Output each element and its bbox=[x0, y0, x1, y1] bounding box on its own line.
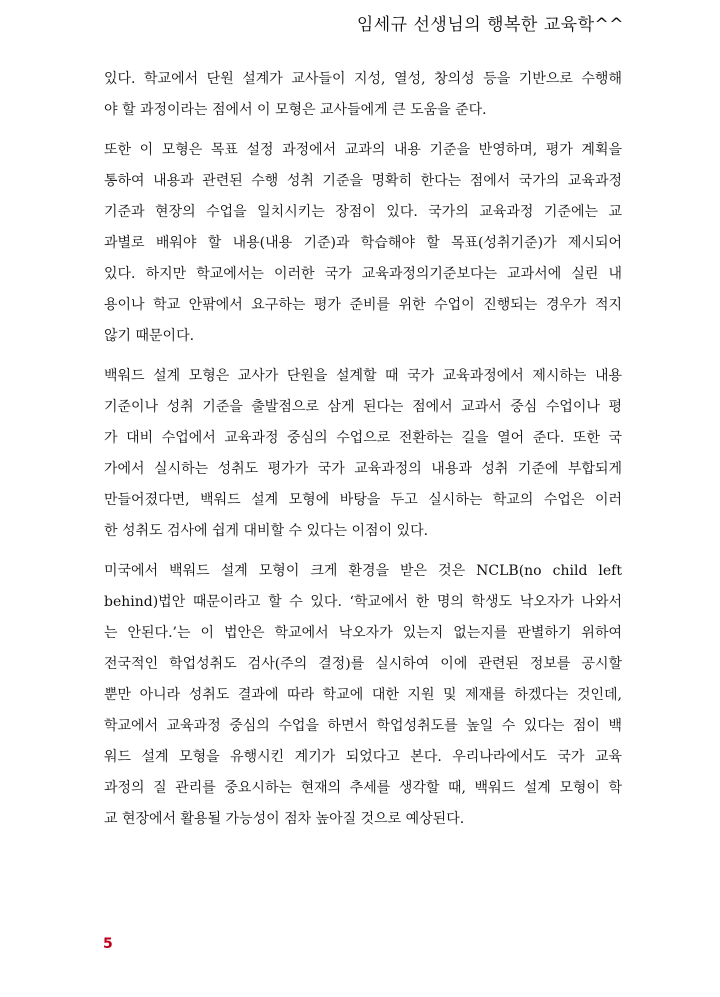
text-line: 는 안된다.’는 이 법안은 학교에서 낙오자가 있는지 없는지를 판별하기 위하여 bbox=[104, 625, 622, 641]
text-line: 학교에서 교육과정 중심의 수업을 하면서 학업성취도를 높일 수 있다는 점이 백 bbox=[104, 718, 622, 734]
paragraph-2 bbox=[104, 135, 622, 352]
body-text bbox=[104, 64, 622, 844]
text-line: 교 현장에서 활용될 가능성이 점차 높아질 것으로 예상된다. bbox=[104, 811, 465, 827]
text-line: 만들어졌다면, 백워드 설계 모형에 바탕을 두고 실시하는 학교의 수업은 이러 bbox=[104, 492, 622, 508]
text-line: 기준이나 성취 기준을 출발점으로 삼게 된다는 점에서 교과서 중심 수업이나 평 bbox=[104, 399, 622, 415]
text-line: behind)법안 때문이라고 할 수 있다. ‘학교에서 한 명의 학생도 낙오자가 나와서 bbox=[104, 594, 622, 610]
page-number: 5 bbox=[103, 936, 113, 952]
text-line: 또한 이 모형은 목표 설정 과정에서 교과의 내용 기준을 반영하며, 평가 계획을 bbox=[104, 142, 622, 158]
text-line: 있다. 학교에서 단원 설계가 교사들이 지성, 열성, 창의성 등을 기반으로 수행해 bbox=[104, 71, 622, 87]
text-line: 한 성취도 검사에 쉽게 대비할 수 있다는 이점이 있다. bbox=[104, 523, 429, 539]
text-line: 뿐만 아니라 성취도 결과에 따라 학교에 대한 지원 및 제재를 하겠다는 것인데, bbox=[104, 687, 622, 703]
text-line: 가에서 실시하는 성취도 평가가 국가 교육과정의 내용과 성취 기준에 부합되게 bbox=[104, 461, 622, 477]
text-line: 야 할 과정이라는 점에서 이 모형은 교사들에게 큰 도움을 준다. bbox=[104, 102, 487, 118]
text-line: 워드 설계 모형을 유행시킨 계기가 되었다고 본다. 우리나라에서도 국가 교육 bbox=[104, 749, 622, 765]
text-line: 과정의 질 관리를 중요시하는 현재의 추세를 생각할 때, 백워드 설계 모형이 학 bbox=[104, 780, 622, 796]
text-line: 백워드 설계 모형은 교사가 단원을 설계할 때 국가 교육과정에서 제시하는 내용 bbox=[104, 368, 622, 384]
text-line: 전국적인 학업성취도 검사(주의 결정)를 실시하여 이에 관련된 정보를 공시할 bbox=[104, 656, 622, 672]
paragraph-1 bbox=[104, 64, 622, 126]
text-line: 기준과 현장의 수업을 일치시키는 장점이 있다. 국가의 교육과정 기준에는 교 bbox=[104, 204, 622, 220]
text-line: 미국에서 백워드 설계 모형이 크게 환경을 받은 것은 NCLB(no child left bbox=[104, 563, 622, 579]
header-divider bbox=[104, 38, 624, 39]
text-line: 과별로 배워야 할 내용(내용 기준)과 학습해야 할 목표(성취기준)가 제시되어 bbox=[104, 235, 622, 251]
running-header: 임세규 선생님의 행복한 교육학^^ bbox=[356, 15, 624, 35]
paragraph-3 bbox=[104, 361, 622, 547]
text-line: 가 대비 수업에서 교육과정 중심의 수업으로 전환하는 길을 열어 준다. 또한 국 bbox=[104, 430, 622, 446]
text-line: 통하여 내용과 관련된 수행 성취 기준을 명확히 한다는 점에서 국가의 교육과정 bbox=[104, 173, 622, 189]
paragraph-4 bbox=[104, 556, 622, 835]
text-line: 있다. 하지만 학교에서는 이러한 국가 교육과정의기준보다는 교과서에 실린 내 bbox=[104, 266, 622, 282]
text-line: 용이나 학교 안팎에서 요구하는 평가 준비를 위한 수업이 진행되는 경우가 적지 bbox=[104, 297, 622, 313]
text-line: 않기 때문이다. bbox=[104, 328, 195, 344]
